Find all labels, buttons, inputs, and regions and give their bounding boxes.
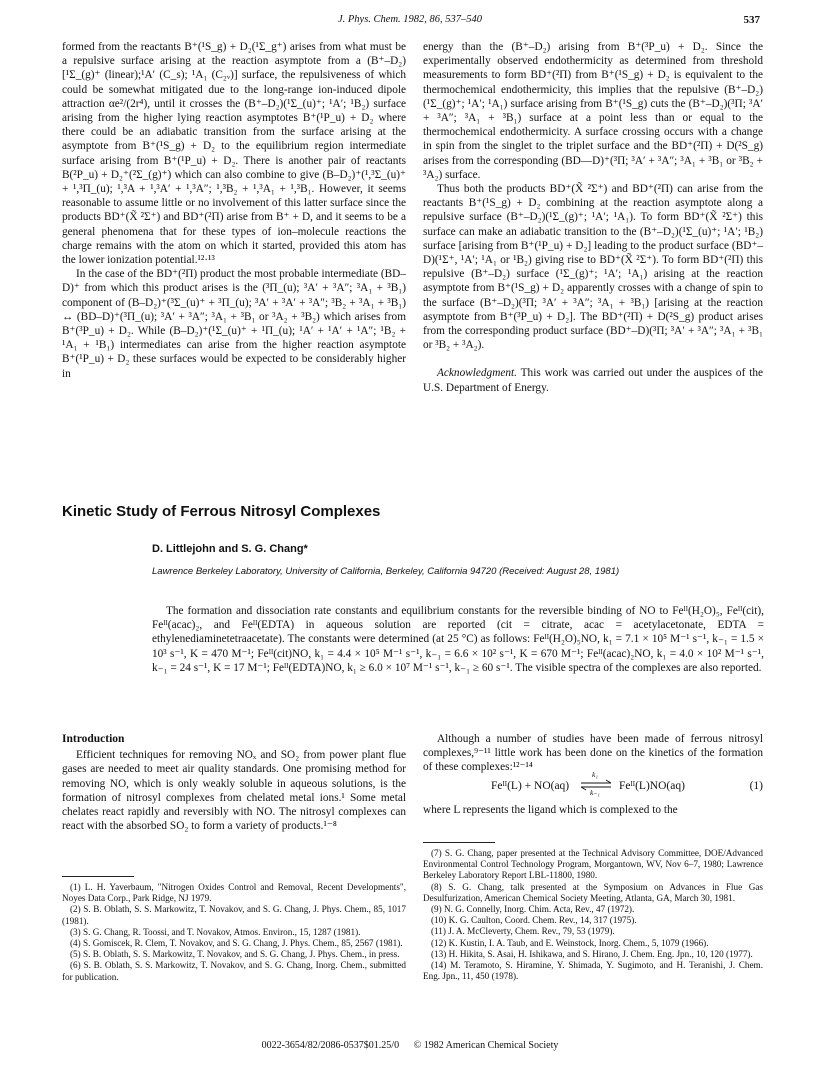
introduction-right-column <box>423 732 763 775</box>
footnote: (9) N. G. Connelly, Inorg. Chim. Acta, Rev., 47 (1972). <box>431 904 635 915</box>
equilibrium-arrows <box>579 770 613 797</box>
journal-reference: J. Phys. Chem. 1982, 86, 537–540 <box>337 14 483 25</box>
footnote: (4) S. Gomiscek, R. Clem, T. Novakov, and S. G. Chang, J. Phys. Chem., 85, 2567 (1981). <box>70 938 403 949</box>
author-affiliation: Lawrence Berkeley Laboratory, University of California, Berkeley, California 94720 (Received: August 28, 1981) <box>152 566 620 577</box>
footnote: (10) K. G. Caulton, Coord. Chem. Rev., 14, 317 (1975). <box>431 915 637 926</box>
introduction-left-column <box>62 732 406 833</box>
paragraph: Efficient techniques for removing NOₓ and SO₂ from power plant flue gases are needed to meet air quality standards. One promising method for removing NO, which is only weakly soluble in aqueous solutions, is the formation of nitrosyl complexes from chelated metal ions.¹ Some metal chelates react rapidly and reversibly with NO. The nitrosyl complexes can react with the absorbed SO₂ to form a variety of products.¹⁻⁸ <box>62 749 406 833</box>
footnote: (6) S. B. Oblath, S. S. Markowitz, T. Novakov, and S. G. Chang, Inorg. Chem., submitted for publication. <box>62 960 406 982</box>
top-right-column <box>423 40 763 470</box>
paragraph: In the case of the BD⁺(²Π) product the most probable intermediate (BD–D)⁺ from which this product arises is the (³Π_(u); ³A′ + ³A″; ³A₁ + ³B₁) component of (B–D₂)⁺(³Σ_(u)⁺ + ³Π_(u); ³A′ + ³A′ + ³A″; ³B₂ + ³A₁ + ³B₁) ↔ (BD–D)⁺(³Π_(u); ³A′ + ³A″; ³A₁ + ³B₁ or ³A₂ + ³B₂) which arises from B⁺(³P_u) + D₂. While (B–D₂)⁺(¹Σ_(u)⁺ + ¹Π_(u); ¹A′ + ¹A′ + ¹A″; ¹B₂ + ¹A₁ + ¹B₁) intermediates can arise from the higher reaction asymptote B⁺(¹P_u) + D₂ these surfaces would be expected to be considerably higher in <box>62 268 406 380</box>
footnote: (7) S. G. Chang, paper presented at the Technical Advisory Committee, DOE/Advanced Environmental Control Technology Program, Morgantown, WV, Nov 6–7, 1980; Lawrence Berkeley Laboratory Report LBL-11800, 1980. <box>423 848 763 881</box>
footnote: (8) S. G. Chang, talk presented at the Symposium on Advances in Flue Gas Desulfurization, American Chemical Society Meeting, Atlanta, GA, March 30, 1981. <box>423 881 763 903</box>
post-equation-text: where L represents the ligand which is complexed to the <box>423 804 678 816</box>
footnote: (2) S. B. Oblath, S. S. Markowitz, T. Novakov, and S. G. Chang, J. Phys. Chem., 85, 1017 (1981). <box>62 904 406 926</box>
footnotes-left <box>62 882 406 983</box>
footnote: (3) S. G. Chang, R. Toossi, and T. Novakov, Atmos. Environ., 15, 1287 (1981). <box>70 926 361 937</box>
footnote: (12) K. Kustin, I. A. Taub, and E. Weinstock, Inorg. Chem., 5, 1079 (1966). <box>431 937 709 948</box>
equation-rhs: Feᴵᴵ(L)NO(aq) <box>619 780 685 792</box>
footnote: (5) S. B. Oblath, S. S. Markowitz, T. Novakov, and S. G. Chang, J. Phys. Chem., in press. <box>70 949 400 960</box>
abstract: The formation and dissociation rate constants and equilibrium constants for the reversible binding of NO to Feᴵᴵ(H₂O)₅, Feᴵᴵ(cit), Feᴵᴵ(acac)₂, and Feᴵᴵ(EDTA) in aqueous solution are reported (cit = citrate, acac = acetylacetonate, EDTA = ethylenediaminetetraacetate). The constants were determined (at 25 °C) as follows: Feᴵᴵ(H₂O)₅NO, k₁ = 7.1 × 10⁵ M⁻¹ s⁻¹, k₋₁ = 1.5 × 10³ s⁻¹, K = 470 M⁻¹; Feᴵᴵ(cit)NO, k₁ = 4.4 × 10⁵ M⁻¹ s⁻¹, k₋₁ = 6.6 × 10² s⁻¹, K = 670 M⁻¹; Feᴵᴵ(acac)₂NO, k₁ = 4.0 × 10² M⁻¹ s⁻¹, k₋₁ = 24 s⁻¹, K = 17 M⁻¹; Feᴵᴵ(EDTA)NO, k₁ ≥ 6.0 × 10⁷ M⁻¹ s⁻¹, k₋₁ ≥ 60 s⁻¹. The visible spectra of the complexes are also reported. <box>152 605 764 674</box>
top-left-column <box>62 40 406 470</box>
article-title: Kinetic Study of Ferrous Nitrosyl Complexes <box>62 503 381 520</box>
page-number: 537 <box>743 14 760 26</box>
reverse-rate-label: k₋₁ <box>590 788 600 797</box>
article-code: 0022-3654/82/2086-0537$01.25/0 <box>261 1040 400 1051</box>
footnote: (1) L. H. Yaverbaum, "Nitrogen Oxides Control and Removal, Recent Developments", Noyes Data Corp., Park Ridge, NJ 1979. <box>62 882 406 904</box>
article-authors: D. Littlejohn and S. G. Chang* <box>152 543 308 555</box>
acknowledgment <box>423 366 763 394</box>
section-heading: Introduction <box>62 733 125 745</box>
acknowledgment-text: This work was carried out under the auspices of the U.S. Department of Energy. <box>423 367 763 394</box>
paragraph: energy than the (B⁺–D₂) arising from B⁺(³P_u) + D₂. Since the experimentally observed endothermicity as determined from threshold measurements to form BD⁺(²Π) from B⁺(¹S_g) + D₂ is equivalent to the thermochemical endothermicity, this implies that the repulsive (B⁺–D₂)(¹Σ_(g)⁺; ¹A′; ¹A₁) surface arising from B⁺(¹S_g) cuts the (B⁺–D₂)(³Π; ³A′ + ³A″; ³A₁ + ³B₁) surface at a point less than or equal to the thermochemical endothermicity. A surface crossing occurs with a change in spin from the singlet to the triplet surface and the BD⁺(²Π) + D(²S_g) arises from the corresponding (BD—D)⁺(³Π; ³A′ + ³A″; ³A₁ + ³B₁ or ³B₂ + ³A₂) surface. <box>423 41 763 181</box>
running-head <box>60 14 760 30</box>
footnote: (11) J. A. McCleverty, Chem. Rev., 79, 53 (1979). <box>431 926 615 937</box>
footnote-divider <box>423 842 495 843</box>
paragraph: Thus both the products BD⁺(X̃ ²Σ⁺) and BD⁺(²Π) can arise from the reactants B⁺(¹S_g) + D₂ combining at the reaction asymptote along a repulsive surface (B⁺–D₂)(¹Σ_(g)⁺; ¹A′; ¹A₁). To form BD⁺(X̃ ²Σ⁺) this surface can make an adiabatic transition to the (B⁺–D₂)(¹Σ_(u)⁺; ¹A′; ¹B₂) surface [arising from B⁺(¹P_u) + D₂] leading to the product surface (BD⁺–D)(¹Σ⁺, ¹A′; ¹A₁ or ¹B₂) giving rise to BD⁺(X̃ ²Σ⁺). To form BD⁺(²Π) this repulsive (B⁺–D₂) surface (¹Σ_(g)⁺; ¹A′; ¹A₁) arising at the reaction asymptote from B⁺(¹S_g) + D₂ apparently crosses with a change of spin to the surface (B⁺–D₂)(³Π; ³A′ + ³A″; ³A₁ + ³B₁) [arising at the reaction asymptote from B⁺(³P_u) + D₂]. The BD⁺(²Π) + D(²S_g) product arises from the corresponding product surface (BD⁺–D)(³Π; ³A′ + ³A″; ³A₁ + ³B₁ or ³B₂ + ³A₂). <box>423 183 763 352</box>
equation-number: (1) <box>749 780 763 792</box>
paragraph: formed from the reactants B⁺(¹S_g) + D₂(¹Σ_g⁺) arises from what must be a repulsive surface arising at the reaction asymptote from a (B⁺–D₂)[¹Σ_(g)⁺ (linear);¹A′ (C_s); ¹A₁ (C₂ᵥ)] surface, the repulsiveness of which could be somewhat mitigated due to the long-range ion-induced dipole attraction αe²/(2r⁴), until it crosses the (B⁺–D₂)(¹Σ_(u)⁺; ¹A′; ¹B₂) surface arising from the higher lying reaction asymptotes B⁺(¹P_u) + D₂ where there could be an adiabatic transition from the surface arising at the asymptote from B⁺(¹S_g) + D₂ to the equilibrium region intermediate surface arising from B⁺(¹P_u) + D₂. There is another pair of reactants B(²P_u) + D₂⁺(²Σ_(g)⁺) which can also combine to give (B–D₂)⁺(¹,³Σ_(u)⁺ + ¹,³Π_(u); ¹,³A + ¹,³A′ + ¹,³A″; ¹,³B₂ + ¹,³A₁ + ¹,³B₁. However, it seems reasonable to assume little or no involvement of this latter surface since the products BD⁺(X̃ ²Σ⁺) and BD⁺(²Π) arise from B⁺ + D, and it seems to be a general phenomena that for these types of ion–molecule reactions the charge remains with the atom on which it started, provided this atom has the lower ionization potential.¹²·¹³ <box>62 41 406 267</box>
page-footer <box>0 1040 820 1051</box>
forward-rate-label: k₁ <box>592 770 598 779</box>
footnote: (13) H. Hikita, S. Asai, H. Ishikawa, and S. Hirano, J. Chem. Eng. Jpn., 10, 120 (1977). <box>431 948 753 959</box>
paragraph: Although a number of studies have been made of ferrous nitrosyl complexes,⁹⁻¹¹ little work has been done on the kinetics of the formation of these complexes:¹²⁻¹⁴ <box>423 733 763 774</box>
acknowledgment-label: Acknowledgment. <box>437 367 517 380</box>
footnote-divider <box>62 876 134 877</box>
equation-1 <box>423 772 763 798</box>
equation-lhs: Feᴵᴵ(L) + NO(aq) <box>491 780 570 792</box>
footnote: (14) M. Teramoto, S. Hiramine, Y. Shimada, Y. Sugimoto, and H. Teranishi, J. Chem. Eng. Jpn., 11, 450 (1978). <box>423 960 763 982</box>
footnotes-right <box>423 848 763 982</box>
copyright: © 1982 American Chemical Society <box>413 1040 559 1051</box>
